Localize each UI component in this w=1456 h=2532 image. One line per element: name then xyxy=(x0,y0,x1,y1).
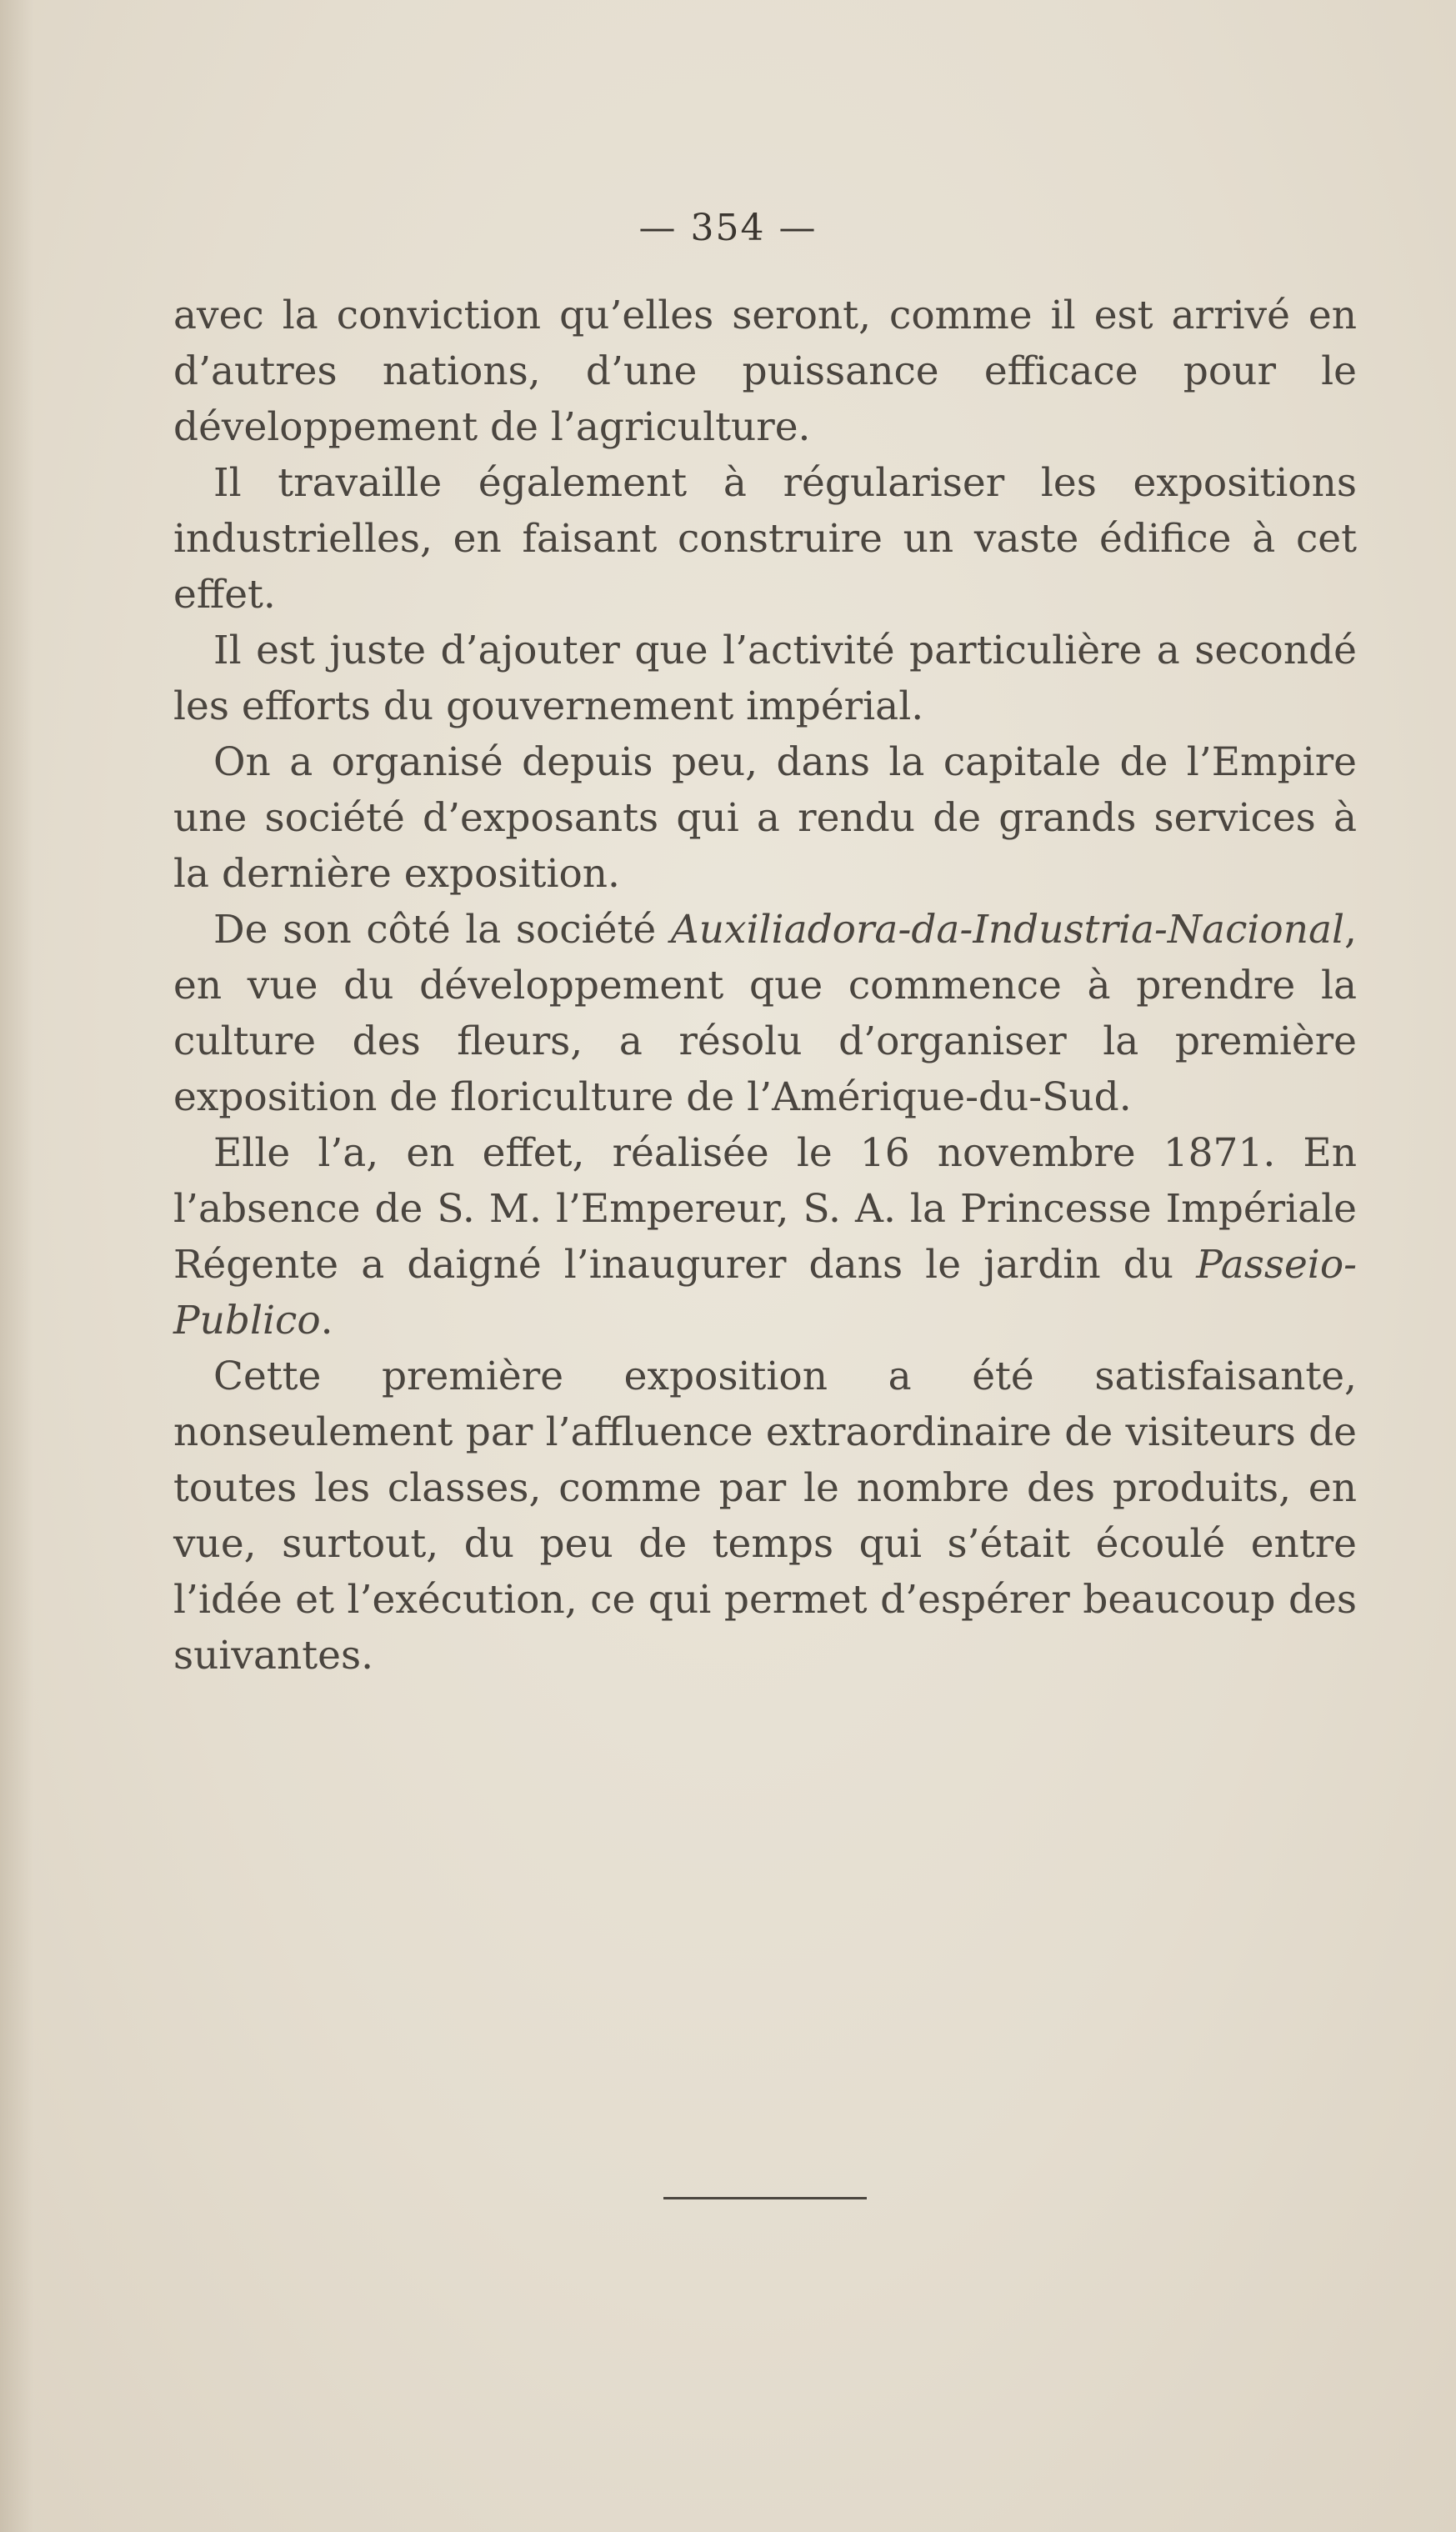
text-span: Elle l’a, en effet, réalisée le 16 novembre 1871. En l’absence de S. M. l’Empereur, S. A. la Princesse Impériale Régente a daigné l’inaugurer dans le jardin du xyxy=(173,1130,1357,1288)
italic-span: Passeio-Publico xyxy=(173,1242,1357,1344)
paragraph xyxy=(173,623,1357,734)
text-span: On a organisé depuis peu, dans la capitale de l’Empire une société d’exposants qui a rendu de grands services à la dernière exposition. xyxy=(173,739,1357,897)
page-number: — 354 — xyxy=(638,207,818,249)
paragraph xyxy=(173,1125,1357,1349)
paragraph xyxy=(173,1349,1357,1684)
paragraph xyxy=(173,902,1357,1125)
end-rule xyxy=(663,2197,867,2199)
text-span: Cette première exposition a été satisfaisante, nonseulement par l’affluence extraordinaire de visiteurs de toutes les classes, comme par le nombre des produits, en vue, surtout, du peu de temps qui s’était écoulé entre l’idée et l’exécution, ce qui permet d’espérer beaucoup des suivantes. xyxy=(173,1354,1357,1679)
text-span: Il travaille également à régulariser les expositions industrielles, en faisant construire un vaste édifice à cet effet. xyxy=(173,460,1357,618)
text-span: De son côté la société xyxy=(213,907,671,953)
spine-shadow xyxy=(0,0,33,2532)
text-span: avec la conviction qu’elles seront, comme il est arrivé en d’autres nations, d’une puissance efficace pour le développement de l’agriculture. xyxy=(173,293,1357,450)
text-span: . xyxy=(320,1298,333,1344)
body-text xyxy=(173,288,1357,1684)
paragraph xyxy=(173,455,1357,623)
text-span: Il est juste d’ajouter que l’activité particulière a secondé les efforts du gouvernement impérial. xyxy=(173,628,1357,729)
italic-span: Auxiliadora-da-Industria-Nacional xyxy=(670,907,1345,953)
paragraph xyxy=(173,288,1357,455)
text-span: , en vue du développement que commence à prendre la culture des fleurs, a résolu d’organiser la première exposition de floriculture de l’Amérique-du-Sud. xyxy=(173,907,1357,1120)
paragraph xyxy=(173,734,1357,902)
